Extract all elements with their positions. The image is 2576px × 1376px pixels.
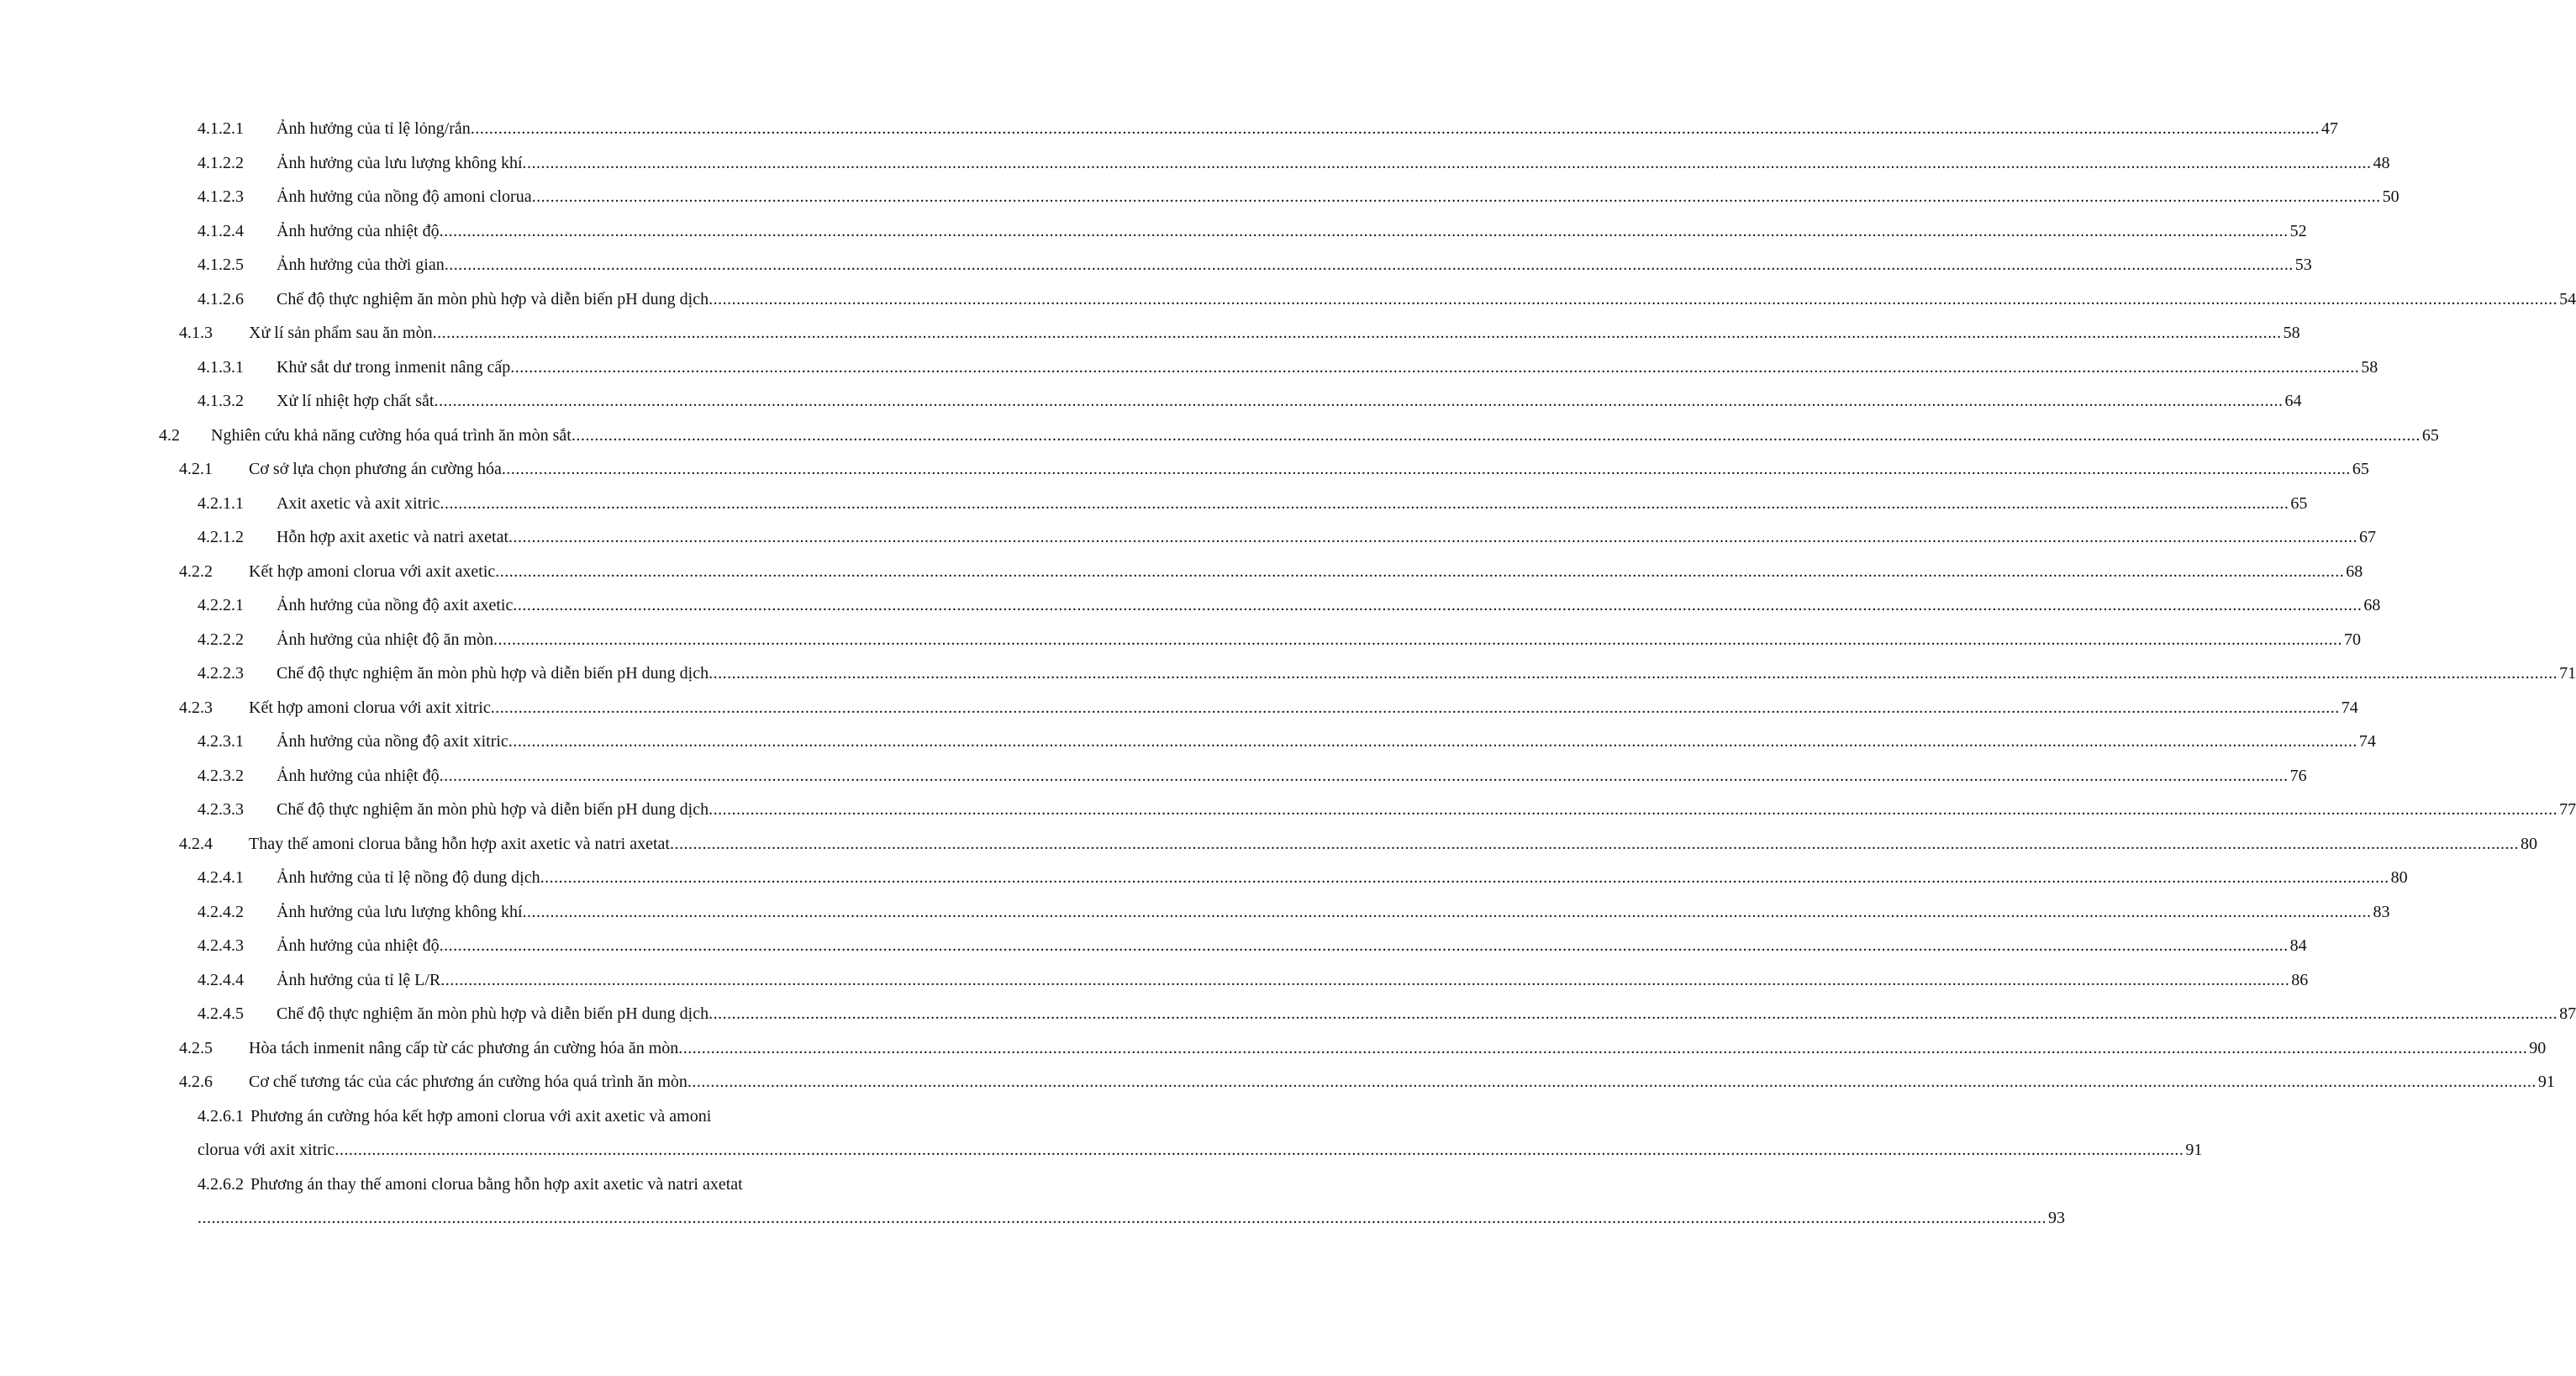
toc-entry-line — [249, 1031, 2547, 1066]
toc-entry[interactable] — [198, 282, 2576, 317]
toc-entry-number: 4.1.2.4 — [198, 221, 244, 240]
toc-entry[interactable] — [198, 1099, 973, 1134]
toc-entry-page: 65 — [2290, 493, 2308, 513]
toc-entry-page: 93 — [2048, 1209, 2065, 1227]
toc-entry-line — [277, 248, 2312, 282]
toc-entry-page: 67 — [2359, 528, 2377, 546]
toc-entry-line — [277, 895, 2390, 930]
toc-entry-page: 80 — [2520, 834, 2537, 853]
toc-entry-line — [277, 146, 2390, 181]
toc-entry-number: 4.2.3 — [179, 698, 213, 717]
toc-entry-page: 87 — [2559, 1004, 2576, 1023]
toc-entry[interactable] — [198, 793, 2576, 827]
toc-entry-title: Phương án cường hóa kết hợp amoni clorua với axit axetic và amoni — [250, 1106, 712, 1126]
dot-leader: ................................................................................................................................................................................................................................................................................................................................................................................................................ — [470, 119, 2320, 138]
toc-entry-line — [277, 588, 2381, 623]
toc-entry-title: Chế độ thực nghiệm ăn mòn phù hợp và diễn biến pH dung dịch — [277, 664, 709, 683]
toc-entry-number: 4.1.3.2 — [198, 392, 244, 410]
toc-entry-number: 4.2.2.3 — [198, 664, 244, 683]
toc-entry[interactable] — [198, 520, 2377, 555]
toc-entry-number: 4.2.5 — [179, 1038, 213, 1057]
toc-entry-line — [211, 419, 2439, 453]
dot-leader: ................................................................................................................................................................................................................................................................................................................................................................................................................ — [687, 1073, 2536, 1091]
toc-entry-line — [277, 963, 2309, 998]
dot-leader: ................................................................................................................................................................................................................................................................................................................................................................................................................ — [439, 766, 2289, 785]
toc-entry-number: 4.1.2.1 — [198, 119, 244, 138]
toc-entry-line — [277, 656, 2576, 691]
toc-entry-page: 71 — [2559, 664, 2576, 683]
dot-leader: ................................................................................................................................................................................................................................................................................................................................................................................................................ — [540, 868, 2389, 887]
toc-entry[interactable] — [198, 1168, 973, 1202]
toc-entry[interactable] — [198, 759, 2307, 793]
toc-entry-number: 4.2.1 — [179, 460, 213, 478]
dot-leader: ................................................................................................................................................................................................................................................................................................................................................................................................................ — [434, 392, 2284, 410]
toc-entry-number: 4.2.4.1 — [198, 868, 244, 887]
dot-leader: ................................................................................................................................................................................................................................................................................................................................................................................................................ — [335, 1141, 2184, 1159]
toc-entry-page: 91 — [2185, 1141, 2203, 1159]
toc-entry-line — [198, 1201, 2065, 1236]
toc-entry-page: 84 — [2289, 936, 2307, 955]
toc-entry-title: Cơ chế tương tác của các phương án cường hóa quá trình ăn mòn — [249, 1073, 687, 1091]
dot-leader: ................................................................................................................................................................................................................................................................................................................................................................................................................ — [198, 1209, 2047, 1227]
toc-entry-title: Cơ sở lựa chọn phương án cường hóa — [249, 460, 502, 478]
toc-entry-number: 4.2.6.2 — [198, 1174, 244, 1194]
toc-entry-number: 4.2.3.1 — [198, 732, 244, 751]
toc-entry-title: Ảnh hưởng của nồng độ axit axetic — [277, 596, 514, 614]
toc-entry[interactable] — [198, 656, 2576, 691]
toc-entry-line — [277, 520, 2377, 555]
toc-entry-number: 4.2.2 — [179, 561, 213, 581]
toc-entry-title: Hòa tách inmenit nâng cấp từ các phương án cường hóa ăn mòn — [249, 1038, 679, 1057]
dot-leader: ................................................................................................................................................................................................................................................................................................................................................................................................................ — [440, 970, 2290, 989]
toc-entry-page: 58 — [2361, 357, 2378, 377]
toc-entry-title: Axit axetic và axit xitric — [277, 493, 440, 513]
toc-entry-number: 4.2.4.3 — [198, 936, 244, 955]
toc-entry[interactable] — [179, 316, 2300, 351]
toc-entry-line — [249, 452, 2369, 487]
toc-entry[interactable] — [198, 487, 2308, 521]
toc-entry-page: 52 — [2289, 221, 2307, 240]
toc-entry[interactable] — [198, 963, 2309, 998]
toc-entry-title: Thay thế amoni clorua bằng hỗn hợp axit axetic và natri axetat — [249, 834, 670, 853]
dot-leader: ................................................................................................................................................................................................................................................................................................................................................................................................................ — [439, 221, 2289, 240]
toc-entry-title: Ảnh hưởng của tỉ lệ L/R — [277, 970, 441, 989]
toc-entry-title-continued: clorua với axit xitric — [198, 1141, 335, 1159]
toc-entry[interactable] — [179, 1031, 2547, 1066]
toc-entry-number: 4.2.1.2 — [198, 528, 244, 546]
dot-leader: ................................................................................................................................................................................................................................................................................................................................................................................................................ — [709, 664, 2558, 683]
toc-entry[interactable] — [198, 997, 2576, 1031]
toc-entry-page: 65 — [2352, 460, 2369, 478]
toc-entry-number: 4.2.2.1 — [198, 596, 244, 614]
toc-entry[interactable] — [198, 146, 2390, 181]
toc-entry-number: 4.2.4.2 — [198, 902, 244, 921]
toc-entry-page: 54 — [2559, 289, 2576, 308]
toc-entry-number: 4.2 — [159, 425, 180, 445]
toc-entry-line — [277, 929, 2307, 963]
toc-entry[interactable] — [198, 351, 2378, 385]
toc-entry-title: Ảnh hưởng của nhiệt độ — [277, 221, 440, 240]
toc-entry-title: Kết hợp amoni clorua với axit xitric — [249, 698, 491, 717]
toc-entry-line — [277, 351, 2378, 385]
dot-leader: ................................................................................................................................................................................................................................................................................................................................................................................................................ — [444, 256, 2294, 274]
dot-leader: ................................................................................................................................................................................................................................................................................................................................................................................................................ — [439, 936, 2289, 955]
toc-entry-number: 4.2.6 — [179, 1073, 213, 1091]
toc-entry-title: Phương án thay thế amoni clorua bằng hỗn hợp axit axetic và natri axetat — [250, 1174, 743, 1194]
toc-entry-line — [198, 1133, 2203, 1168]
dot-leader: ................................................................................................................................................................................................................................................................................................................................................................................................................ — [522, 902, 2372, 921]
toc-entry-title: Ảnh hưởng của nhiệt độ ăn mòn — [277, 630, 494, 649]
toc-entry-page: 91 — [2537, 1073, 2555, 1091]
toc-entry-line — [249, 1065, 2555, 1099]
toc-entry[interactable] — [198, 861, 2408, 895]
toc-entry-page: 77 — [2559, 800, 2576, 819]
dot-leader: ................................................................................................................................................................................................................................................................................................................................................................................................................ — [522, 153, 2372, 172]
toc-entry-line — [249, 827, 2537, 862]
dot-leader: ................................................................................................................................................................................................................................................................................................................................................................................................................ — [490, 698, 2340, 717]
toc-entry-number: 4.2.3.2 — [198, 766, 244, 785]
table-of-contents — [0, 112, 2576, 1236]
toc-entry-line — [277, 725, 2376, 759]
toc-entry[interactable] — [198, 112, 2338, 146]
toc-entry-page: 80 — [2390, 868, 2408, 887]
toc-entry[interactable] — [198, 623, 2362, 657]
toc-entry-line — [277, 282, 2576, 317]
toc-entry[interactable] — [198, 929, 2307, 963]
toc-entry-line — [277, 793, 2576, 827]
toc-entry-line — [277, 384, 2302, 419]
toc-entry-number: 4.1.2.3 — [198, 187, 244, 206]
toc-entry[interactable] — [198, 248, 2312, 282]
toc-entry-title: Chế độ thực nghiệm ăn mòn phù hợp và diễn biến pH dung dịch — [277, 1004, 709, 1023]
toc-entry-number: 4.2.1.1 — [198, 493, 244, 513]
toc-entry-title: Ảnh hưởng của tỉ lệ nồng độ dung dịch — [277, 868, 540, 887]
dot-leader: ................................................................................................................................................................................................................................................................................................................................................................................................................ — [531, 187, 2381, 206]
toc-entry-line — [277, 487, 2308, 521]
toc-entry-number: 4.2.4.5 — [198, 1004, 244, 1023]
toc-entry-title: Ảnh hưởng của nồng độ amoni clorua — [277, 187, 532, 206]
toc-entry[interactable] — [198, 384, 2302, 419]
toc-entry-number: 4.2.6.1 — [198, 1106, 244, 1126]
toc-entry-line — [277, 759, 2307, 793]
toc-entry-page: 64 — [2284, 392, 2302, 410]
toc-entry[interactable] — [198, 180, 2400, 214]
dot-leader: ................................................................................................................................................................................................................................................................................................................................................................................................................ — [571, 425, 2421, 445]
toc-entry-number: 4.1.2.2 — [198, 153, 244, 172]
dot-leader: ................................................................................................................................................................................................................................................................................................................................................................................................................ — [709, 800, 2558, 819]
toc-entry-page: 53 — [2294, 256, 2312, 274]
dot-leader: ................................................................................................................................................................................................................................................................................................................................................................................................................ — [493, 630, 2343, 649]
toc-entry-title: Ảnh hưởng của nồng độ axit xitric — [277, 732, 508, 751]
dot-leader: ................................................................................................................................................................................................................................................................................................................................................................................................................ — [495, 561, 2345, 581]
toc-entry[interactable] — [159, 419, 2439, 453]
toc-entry-page: 70 — [2344, 630, 2362, 649]
dot-leader: ................................................................................................................................................................................................................................................................................................................................................................................................................ — [508, 528, 2358, 546]
toc-entry-page: 74 — [2341, 698, 2358, 717]
dot-leader: ................................................................................................................................................................................................................................................................................................................................................................................................................ — [513, 596, 2363, 614]
toc-entry-line — [277, 861, 2408, 895]
toc-entry[interactable] — [198, 588, 2381, 623]
dot-leader: ................................................................................................................................................................................................................................................................................................................................................................................................................ — [508, 732, 2357, 751]
toc-entry-number: 4.2.2.2 — [198, 630, 244, 649]
dot-leader: ................................................................................................................................................................................................................................................................................................................................................................................................................ — [678, 1038, 2528, 1057]
toc-entry-page: 48 — [2373, 153, 2390, 172]
toc-entry-number: 4.1.3.1 — [198, 357, 244, 377]
dot-leader: ................................................................................................................................................................................................................................................................................................................................................................................................................ — [709, 289, 2558, 308]
toc-entry-title: Ảnh hưởng của nhiệt độ — [277, 766, 440, 785]
toc-entry-number: 4.2.4 — [179, 834, 213, 853]
toc-entry[interactable] — [179, 691, 2358, 725]
toc-entry-title: Ảnh hưởng của tỉ lệ lỏng/rắn — [277, 119, 471, 138]
toc-entry-line — [277, 180, 2400, 214]
toc-entry[interactable] — [179, 555, 2363, 589]
toc-entry-page: 58 — [2283, 324, 2300, 342]
toc-entry-number: 4.1.2.6 — [198, 289, 244, 308]
toc-entry[interactable] — [198, 725, 2376, 759]
toc-entry[interactable] — [179, 827, 2537, 862]
toc-entry-page: 47 — [2321, 119, 2338, 138]
toc-entry[interactable] — [179, 452, 2369, 487]
toc-entry-title: Chế độ thực nghiệm ăn mòn phù hợp và diễn biến pH dung dịch — [277, 800, 709, 819]
toc-entry[interactable] — [198, 214, 2307, 249]
toc-entry-page: 83 — [2373, 902, 2390, 921]
toc-entry-number: 4.2.3.3 — [198, 800, 244, 819]
toc-entry-title: Kết hợp amoni clorua với axit axetic — [249, 561, 496, 581]
toc-entry-line — [277, 112, 2338, 146]
toc-entry-title: Ảnh hưởng của lưu lượng không khí — [277, 153, 523, 172]
dot-leader: ................................................................................................................................................................................................................................................................................................................................................................................................................ — [432, 324, 2282, 342]
toc-entry-title: Xử lí nhiệt hợp chất sắt — [277, 392, 435, 410]
toc-entry-line — [249, 316, 2300, 351]
toc-entry-line — [277, 623, 2362, 657]
toc-entry-title: Nghiên cứu khả năng cường hóa quá trình ăn mòn sắt — [211, 425, 572, 445]
toc-entry-page: 76 — [2289, 766, 2307, 785]
toc-entry-title: Ảnh hưởng của nhiệt độ — [277, 936, 440, 955]
toc-entry-title: Khử sắt dư trong inmenit nâng cấp — [277, 357, 511, 377]
toc-entry-page: 68 — [2363, 596, 2381, 614]
toc-entry-page: 90 — [2529, 1038, 2547, 1057]
toc-entry-page: 86 — [2291, 970, 2309, 989]
toc-entry-line — [249, 555, 2363, 589]
toc-entry-page: 74 — [2358, 732, 2376, 751]
toc-entry-title: Hỗn hợp axit axetic và natri axetat — [277, 528, 509, 546]
toc-entry[interactable] — [198, 895, 2390, 930]
dot-leader: ................................................................................................................................................................................................................................................................................................................................................................................................................ — [709, 1004, 2558, 1023]
toc-entry-continuation[interactable] — [198, 1201, 2065, 1236]
dot-leader: ................................................................................................................................................................................................................................................................................................................................................................................................................ — [669, 834, 2519, 853]
dot-leader: ................................................................................................................................................................................................................................................................................................................................................................................................................ — [501, 460, 2351, 478]
toc-entry-number: 4.1.2.5 — [198, 256, 244, 274]
toc-entry-title: Xử lí sản phẩm sau ăn mòn — [249, 324, 433, 342]
toc-entry-number: 4.2.4.4 — [198, 970, 244, 989]
toc-entry-line — [249, 691, 2358, 725]
dot-leader: ................................................................................................................................................................................................................................................................................................................................................................................................................ — [510, 357, 2360, 377]
toc-entry-title: Ảnh hưởng của thời gian — [277, 256, 445, 274]
dot-leader: ................................................................................................................................................................................................................................................................................................................................................................................................................ — [440, 493, 2289, 513]
toc-entry-page: 65 — [2421, 425, 2439, 445]
toc-entry-page: 50 — [2382, 187, 2400, 206]
toc-entry-line — [277, 214, 2307, 249]
toc-entry-continuation[interactable] — [198, 1133, 2203, 1168]
toc-entry[interactable] — [179, 1065, 2555, 1099]
toc-entry-page: 68 — [2346, 561, 2363, 581]
toc-entry-title: Chế độ thực nghiệm ăn mòn phù hợp và diễn biến pH dung dịch — [277, 289, 709, 308]
toc-entry-line — [277, 997, 2576, 1031]
toc-entry-number: 4.1.3 — [179, 324, 213, 342]
toc-entry-title: Ảnh hưởng của lưu lượng không khí — [277, 902, 523, 921]
